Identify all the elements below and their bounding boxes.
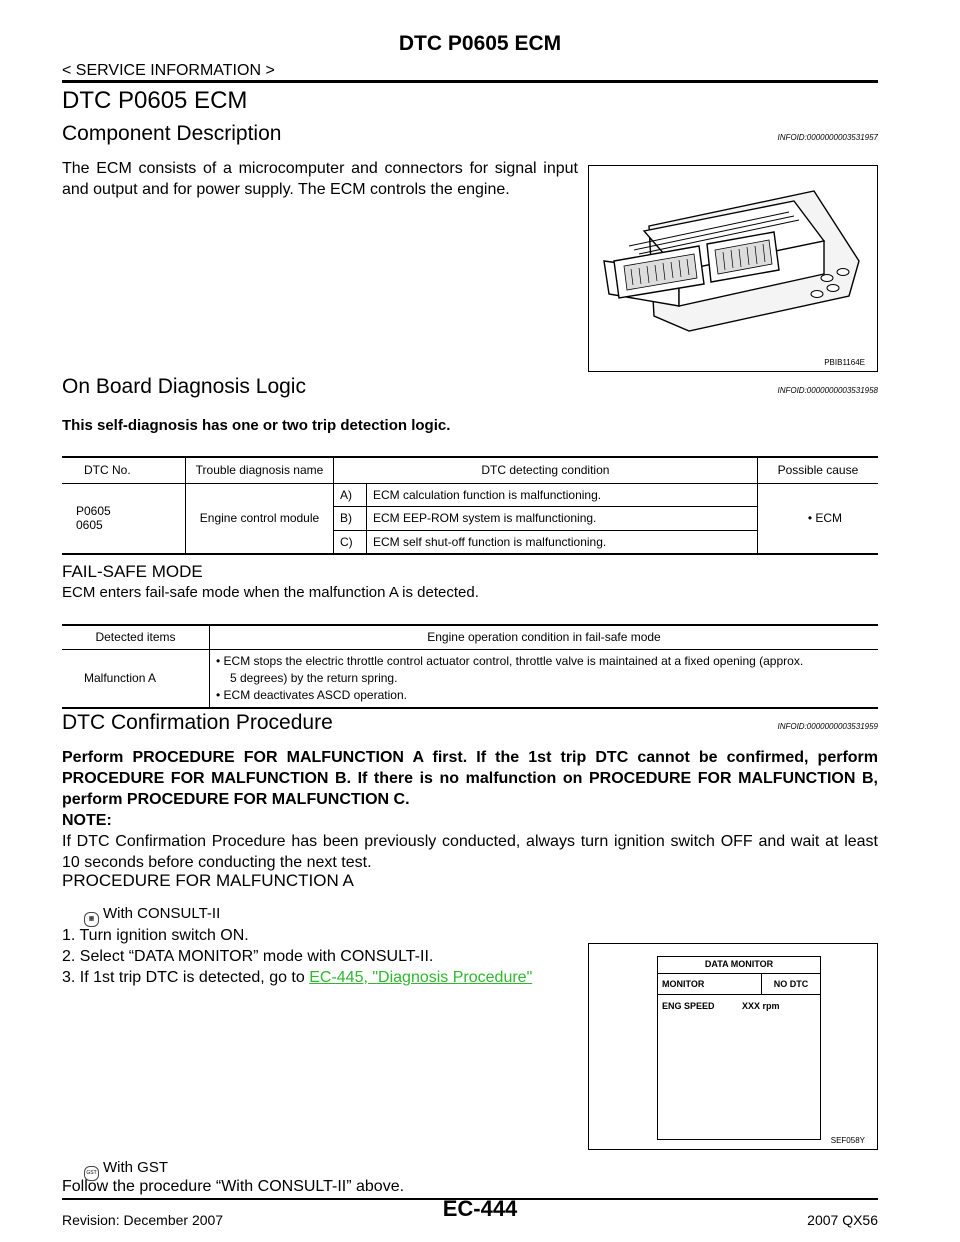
- step-2: 2. Select “DATA MONITOR” mode with CONSULT-II.: [62, 948, 434, 965]
- table-row: [62, 483, 878, 506]
- condition-letter: A): [334, 483, 367, 506]
- col-possible-cause: Possible cause: [757, 457, 878, 483]
- step-3: [62, 967, 532, 988]
- detected-item: Malfunction A: [84, 671, 157, 685]
- steps-list: [62, 925, 532, 988]
- condition-letter: B): [334, 506, 367, 530]
- condition-letter: C): [334, 530, 367, 554]
- col-dtc-no: DTC No.: [84, 463, 131, 478]
- step-3-text: 3. If 1st trip DTC is detected, go to: [62, 969, 310, 986]
- dtc-number-cell: [62, 483, 186, 554]
- section-heading-obd: On Board Diagnosis Logic: [62, 375, 306, 398]
- table-row: [62, 649, 878, 708]
- header-title: DTC P0605 ECM: [398, 32, 562, 55]
- monitor-row-name: ENG SPEED: [662, 1001, 715, 1011]
- infoid-obd: INFOID:0000000003531958: [777, 386, 878, 395]
- obd-intro: This self-diagnosis has one or two trip detection logic.: [62, 417, 451, 434]
- failsafe-table: [62, 624, 878, 709]
- consult-screen-figure: [588, 943, 878, 1150]
- component-text: The ECM consists of a microcomputer and connectors for signal input and output and for power supply. The ECM controls the engine.: [62, 160, 578, 198]
- condition-text: ECM calculation function is malfunctioning.: [367, 483, 758, 506]
- model: 2007 QX56: [807, 1212, 878, 1228]
- possible-cause-cell: • ECM: [757, 483, 878, 554]
- figure-code-monitor: SEF058Y: [830, 1136, 865, 1145]
- consult-label-row: [84, 905, 220, 927]
- step-1: 1. Turn ignition switch ON.: [62, 927, 249, 944]
- monitor-title: DATA MONITOR: [658, 957, 820, 974]
- failsafe-table-header: [62, 625, 878, 649]
- failsafe-line-3: • ECM deactivates ASCD operation.: [216, 687, 407, 702]
- dtc-number: P0605: [76, 504, 111, 519]
- failsafe-intro: ECM enters fail-safe mode when the malfunction A is detected.: [62, 584, 479, 601]
- col-detecting-condition: DTC detecting condition: [334, 457, 758, 483]
- dtc-table: [62, 456, 878, 555]
- dtc-table-header: [62, 457, 878, 483]
- condition-text: ECM EEP-ROM system is malfunctioning.: [367, 506, 758, 530]
- section-heading-confirmation: DTC Confirmation Procedure: [62, 711, 333, 734]
- monitor-col-nodtc: NO DTC: [761, 974, 820, 994]
- ecm-figure: [588, 165, 878, 372]
- note-text: If DTC Confirmation Procedure has been previously conducted, always turn ignition switch OFF and wait at least 10 seconds before conducting the next test.: [62, 833, 878, 871]
- infoid-component: INFOID:0000000003531957: [777, 133, 878, 142]
- condition-text: ECM self shut-off function is malfunctioning.: [367, 530, 758, 554]
- failsafe-description: [210, 649, 879, 708]
- dtc-number-alt: 0605: [76, 518, 103, 533]
- note-label: NOTE:: [62, 812, 112, 829]
- ecm-illustration: [589, 166, 877, 371]
- failsafe-line-1: • ECM stops the electric throttle control actuator control, throttle valve is maintained at a fixed opening (approx.: [216, 653, 804, 668]
- diagnosis-procedure-link[interactable]: EC-445, "Diagnosis Procedure": [309, 969, 533, 986]
- gst-icon: GST: [84, 1166, 99, 1181]
- monitor-col-monitor: MONITOR: [662, 979, 705, 989]
- gst-label: With GST: [103, 1159, 169, 1176]
- procedure-heading: PROCEDURE FOR MALFUNCTION A: [62, 871, 354, 890]
- consult-label: With CONSULT-II: [103, 905, 221, 922]
- failsafe-line-2: 5 degrees) by the return spring.: [230, 670, 398, 685]
- monitor-header-row: [658, 974, 820, 995]
- consult-icon: ▦: [84, 912, 99, 927]
- section-heading-component: Component Description: [62, 122, 282, 145]
- monitor-row-value: XXX rpm: [742, 1001, 780, 1011]
- page-title: DTC P0605 ECM: [62, 87, 248, 114]
- breadcrumb: < SERVICE INFORMATION >: [62, 62, 275, 79]
- revision: Revision: December 2007: [62, 1212, 224, 1228]
- diag-name-cell: Engine control module: [186, 483, 334, 554]
- failsafe-heading: FAIL-SAFE MODE: [62, 562, 203, 581]
- figure-code-ecm: PBIB1164E: [824, 358, 865, 367]
- col-engine-operation: Engine operation condition in fail-safe mode: [210, 625, 879, 649]
- infoid-confirmation: INFOID:0000000003531959: [777, 722, 878, 731]
- page-number: EC-444: [442, 1196, 518, 1221]
- confirmation-bold-text: Perform PROCEDURE FOR MALFUNCTION A first. If the 1st trip DTC cannot be confirmed, perform PROCEDURE FOR MALFUNCTION B. If there is no malfunction on PROCEDURE FOR MALFUNCTION B, perform PROCEDURE FOR MALFUNCTION C.: [62, 749, 878, 808]
- data-monitor-screen: [657, 956, 821, 1140]
- gst-text: Follow the procedure “With CONSULT-II” above.: [62, 1178, 405, 1195]
- header-rule: [62, 80, 878, 83]
- col-detected-items: Detected items: [95, 630, 176, 645]
- col-trouble-name: Trouble diagnosis name: [186, 457, 334, 483]
- monitor-row: [658, 995, 820, 1017]
